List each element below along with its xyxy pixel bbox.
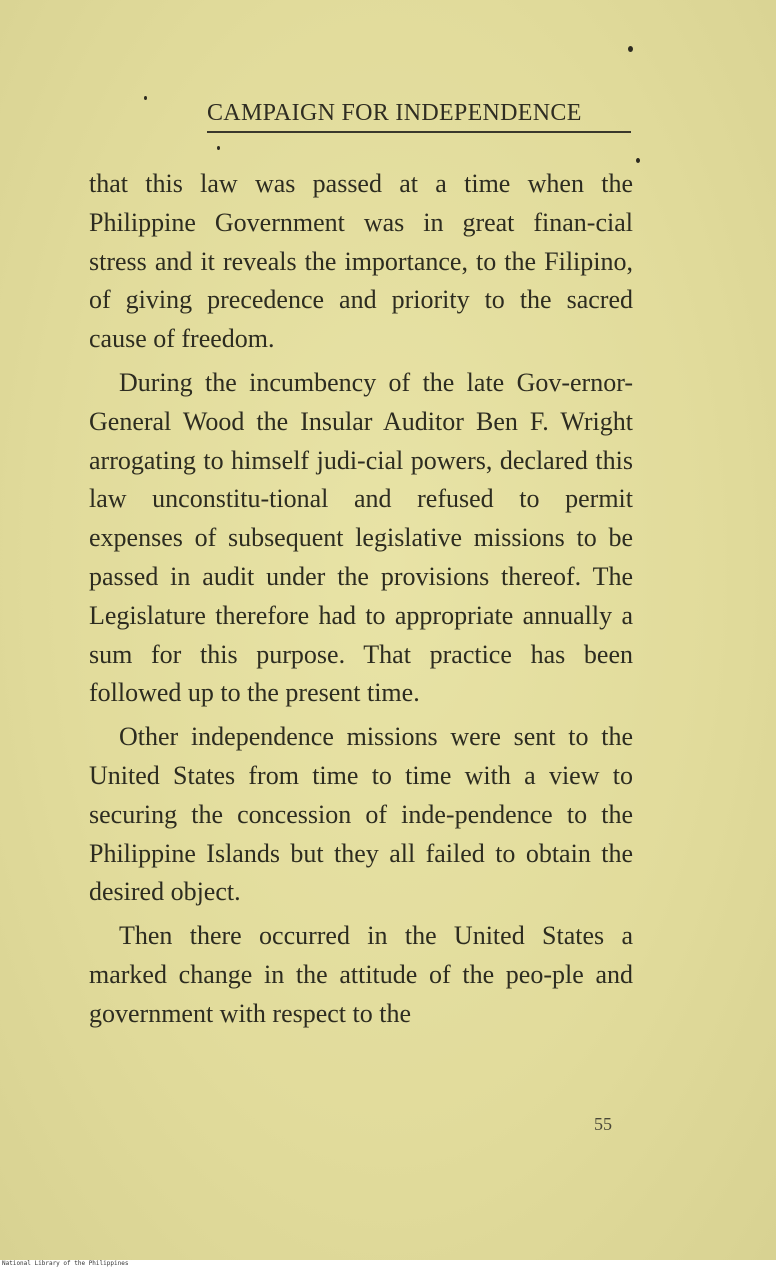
page-number: 55: [594, 1114, 612, 1134]
paragraph: Other independence missions were sent to the United States from time to time with a view to securing the concession of inde-pendence to the Philippine Islands but they all failed to obtain the desired object.: [89, 722, 633, 907]
ink-speck: [217, 146, 220, 150]
running-header: CAMPAIGN FOR INDEPENDENCE: [207, 100, 582, 126]
ink-speck: [636, 158, 640, 163]
page-text: [89, 165, 633, 1039]
header-rule: [207, 131, 631, 133]
paragraph: During the incumbency of the late Gov-ernor-General Wood the Insular Auditor Ben F. Wright arrogating to himself judi-cial powers, declared this law unconstitu-tional and refused to permit expenses of subsequent legislative missions to be passed in audit under the provisions thereof. The Legislature therefore had to appropriate annually a sum for this purpose. That practice has been followed up to the present time.: [89, 367, 633, 708]
footer-credit: National Library of the Philippines: [0, 1260, 776, 1268]
ink-speck: [144, 96, 147, 100]
paragraph: that this law was passed at a time when the Philippine Government was in great finan-cial stress and it reveals the importance, to the Filipino, of giving precedence and priority to the sacred cause of freedom.: [89, 169, 633, 354]
paragraph: Then there occurred in the United States a marked change in the attitude of the peo-ple and government with respect to the: [89, 921, 633, 1028]
ink-speck: [628, 46, 633, 52]
